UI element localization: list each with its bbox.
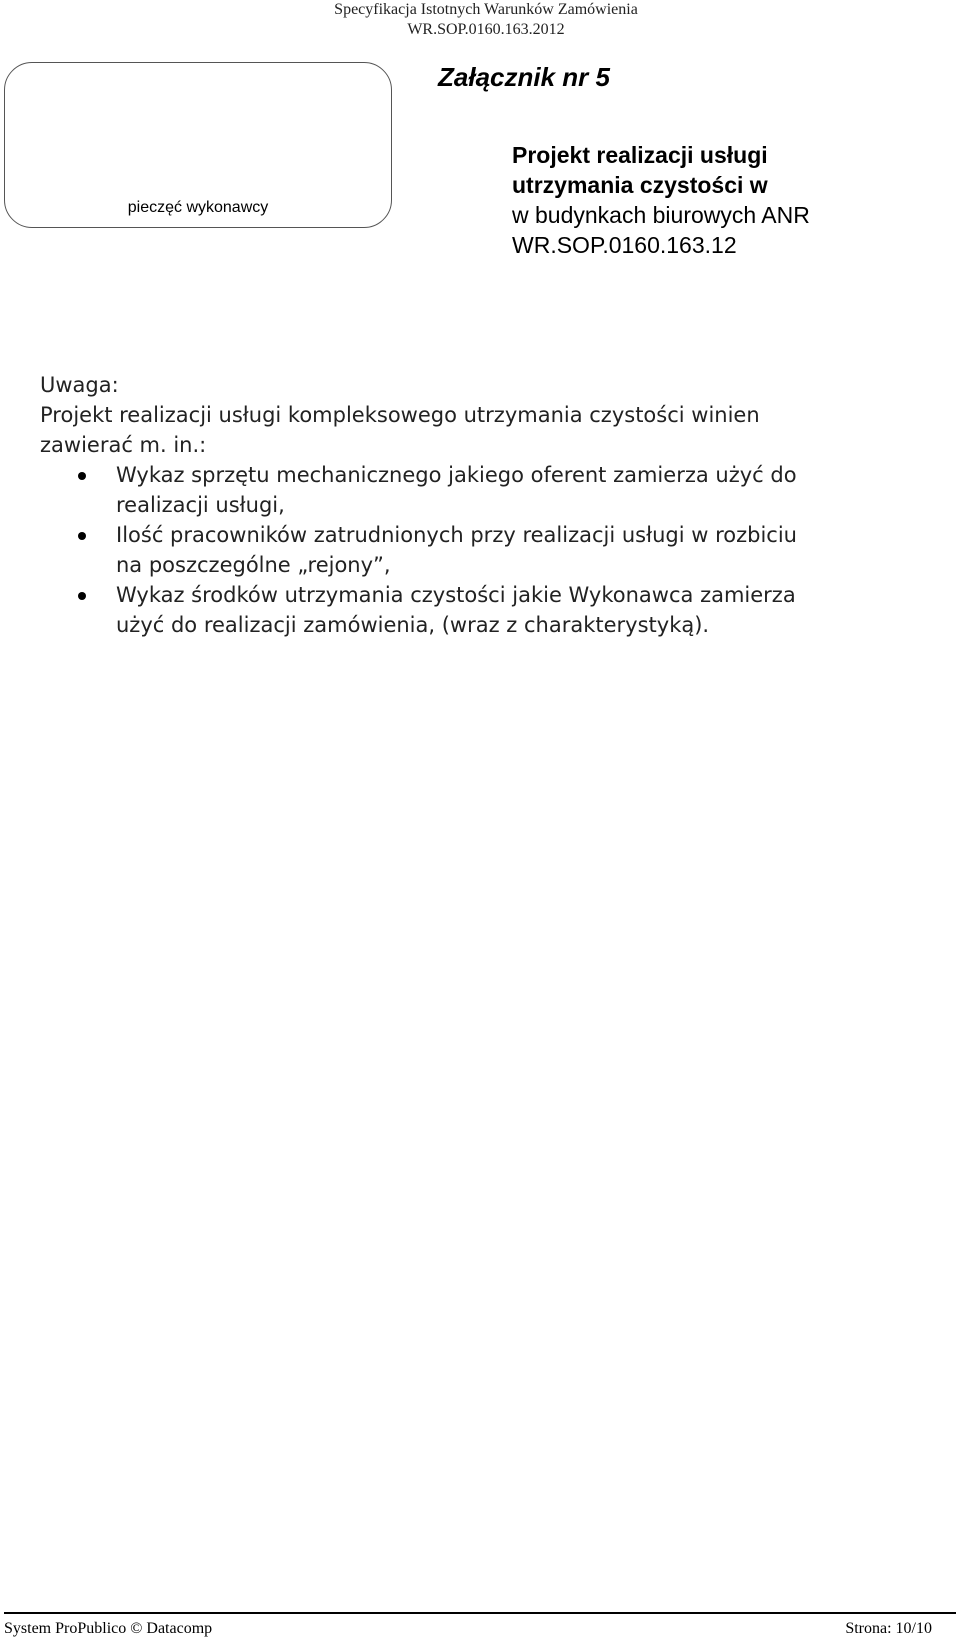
footer-divider [4, 1612, 956, 1614]
project-title-line-1: Projekt realizacji usługi [512, 142, 768, 168]
header-reference-number: WR.SOP.0160.163.2012 [407, 21, 565, 38]
list-item-line-2: realizacji usługi, [116, 493, 285, 517]
list-item-line-1: Wykaz środków utrzymania czystości jakie Wykonawca zamierza [116, 583, 796, 607]
project-title-line-2: utrzymania czystości w [512, 172, 768, 198]
list-item-line-1: Wykaz sprzętu mechanicznego jakiego oferent zamierza użyć do [116, 463, 797, 487]
attachment-title: Załącznik nr 5 [438, 62, 610, 92]
project-location: w budynkach biurowych ANR [512, 202, 810, 228]
note-intro-line-1: Projekt realizacji usługi kompleksowego utrzymania czystości winien [40, 403, 760, 427]
note-section [40, 370, 940, 640]
footer-page-number: Strona: 10/10 [845, 1620, 932, 1637]
requirements-list [40, 460, 940, 640]
document-header [296, 0, 676, 40]
contractor-stamp-box [4, 62, 392, 228]
list-item [40, 580, 940, 640]
stamp-label: pieczęć wykonawcy [127, 199, 269, 216]
note-intro-line-2: zawierać m. in.: [40, 433, 207, 457]
bullet-icon [78, 532, 86, 540]
list-item-line-2: na poszczególne „rejony”, [116, 553, 391, 577]
note-heading: Uwaga: [40, 373, 119, 397]
header-spec-title: Specyfikacja Istotnych Warunków Zamówienia [334, 1, 638, 18]
list-item-line-2: użyć do realizacji zamówienia, (wraz z charakterystyką). [116, 613, 710, 637]
project-reference: WR.SOP.0160.163.12 [512, 232, 737, 258]
footer-system-credit: System ProPublico © Datacomp [4, 1620, 213, 1637]
bullet-icon [78, 592, 86, 600]
list-item [40, 520, 940, 580]
list-item-line-1: Ilość pracowników zatrudnionych przy realizacji usługi w rozbiciu [116, 523, 797, 547]
list-item [40, 460, 940, 520]
bullet-icon [78, 472, 86, 480]
project-title-block [512, 140, 810, 260]
